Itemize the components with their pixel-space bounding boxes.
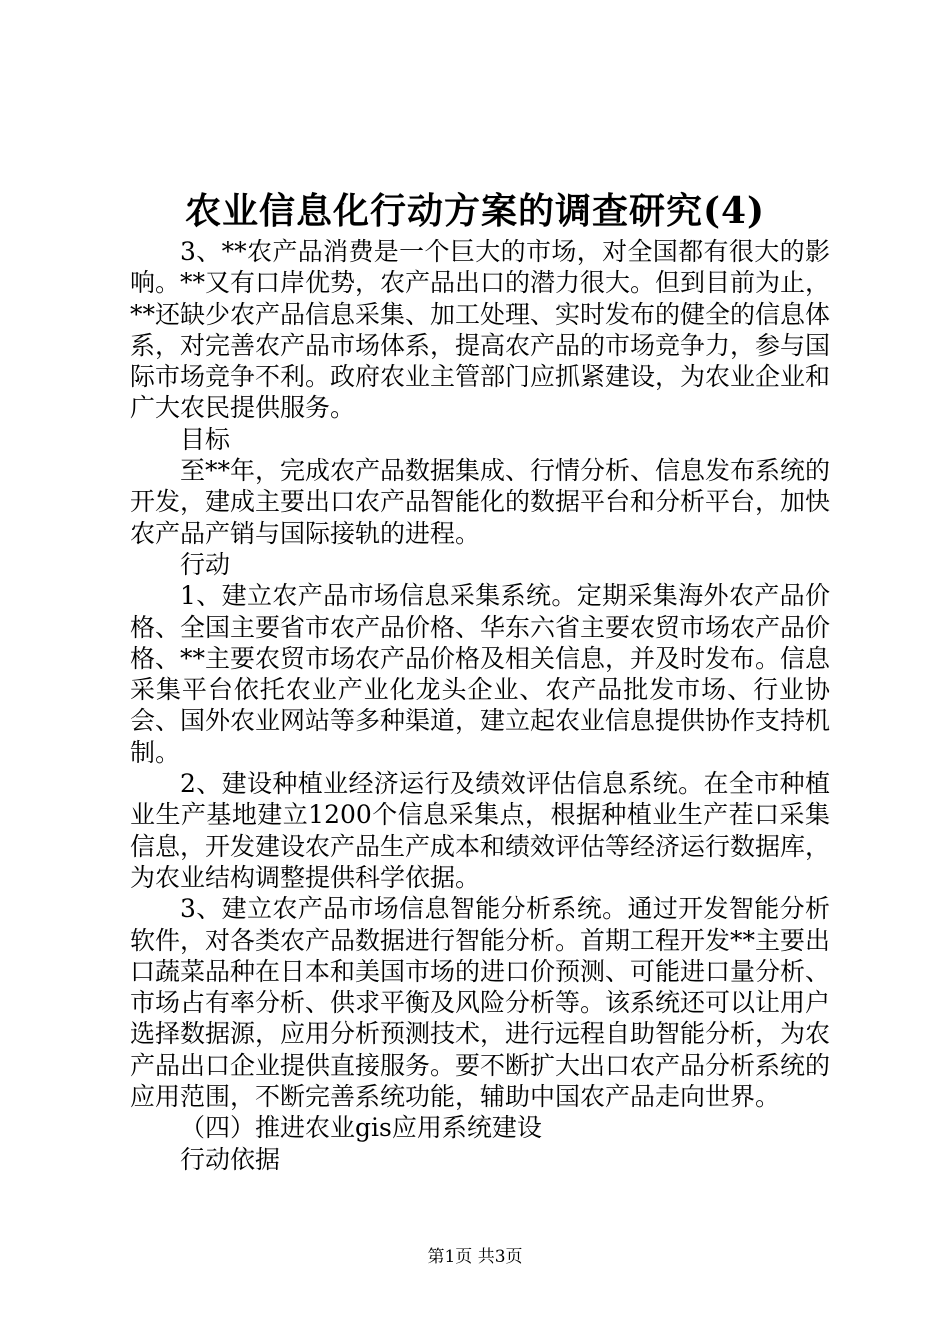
heading-action: 行动 <box>180 549 231 579</box>
paragraph-action-3: 3、建立农产品市场信息智能分析系统。通过开发智能分析软件，对各类农产品数据进行智能分析。首期工程开发**主要出口蔬菜品种在日本和美国市场的进口价预测、可能进口量分析、市场占有率分析、供求平衡及风险分析等。该系统还可以让用户选择数据源，应用分析预测技术，进行远程自助智能分析，为农产品出口企业提供直接服务。要不断扩大出口农产品分析系统的应用范围，不断完善系统功能，辅助中国农产品走向世界。 <box>130 894 831 1112</box>
document-title: 农业信息化行动方案的调查研究(4) <box>184 190 766 232</box>
section-heading-gis: （四）推进农业gis应用系统建设 <box>180 1113 542 1143</box>
heading-goal: 目标 <box>180 424 231 454</box>
heading-action-basis: 行动依据 <box>180 1144 281 1174</box>
page-number-footer: 第1页 共3页 <box>427 1247 523 1267</box>
paragraph-action-1: 1、建立农产品市场信息采集系统。定期采集海外农产品价格、全国主要省市农产品价格、华东六省主要农贸市场农产品价格、**主要农贸市场农产品价格及相关信息，并及时发布。信息采集平台依托农业产业化龙头企业、农产品批发市场、行业协会、国外农业网站等多种渠道，建立起农业信息提供协作支持机制。 <box>130 581 831 767</box>
paragraph-goal: 至**年，完成农产品数据集成、行情分析、信息发布系统的开发，建成主要出口农产品智能化的数据平台和分析平台，加快农产品产销与国际接轨的进程。 <box>130 456 831 548</box>
paragraph-market-consumption: 3、**农产品消费是一个巨大的市场，对全国都有很大的影响。**又有口岸优势，农产品出口的潜力很大。但到目前为止，**还缺少农产品信息采集、加工处理、实时发布的健全的信息体系，对完善农产品市场体系，提高农产品的市场竞争力，参与国际市场竞争不利。政府农业主管部门应抓紧建设，为农业企业和广大农民提供服务。 <box>130 237 831 423</box>
paragraph-action-2: 2、建设种植业经济运行及绩效评估信息系统。在全市种植业生产基地建立1200个信息采集点，根据种植业生产茬口采集信息，开发建设农产品生产成本和绩效评估等经济运行数据库，为农业结构调整提供科学依据。 <box>130 769 831 892</box>
document-body <box>130 236 830 1175</box>
